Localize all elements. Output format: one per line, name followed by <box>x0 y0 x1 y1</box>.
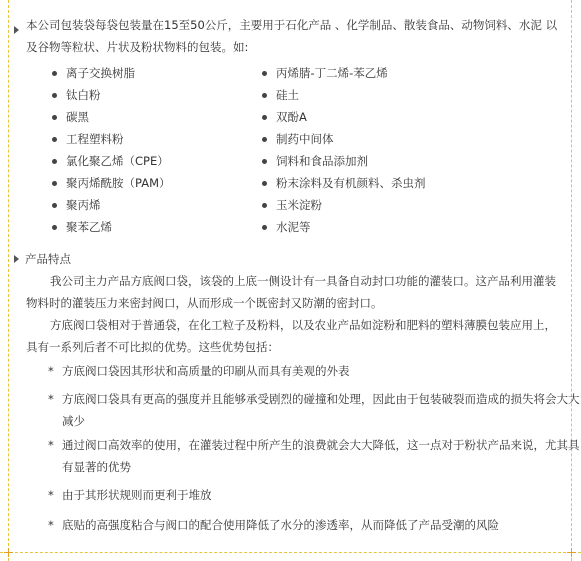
list-item: 丙烯腈-丁二烯-苯乙烯 <box>262 62 426 84</box>
feature-item: * 方底阀口袋具有更高的强度并且能够承受剧烈的碰撞和处理，因此由于包装破裂而造成的损失将会大大减少 <box>48 388 580 432</box>
list-item: 聚丙烯 <box>52 194 171 216</box>
bullet-icon <box>52 93 57 98</box>
list-item: 制药中间体 <box>262 128 426 150</box>
bullet-icon <box>52 225 57 230</box>
list-item: 氯化聚乙烯（CPE） <box>52 150 171 172</box>
bullet-icon <box>262 137 267 142</box>
feature-item: * 底贴的高强度粘合与阀口的配合使用降低了水分的渗透率，从而降低了产品受潮的风险 <box>48 514 580 536</box>
triangle-bullet-icon <box>14 255 19 263</box>
bullet-icon <box>262 115 267 120</box>
corner-mark-bottom-left <box>4 548 13 557</box>
list-item: 水泥等 <box>262 216 426 238</box>
bullet-icon <box>52 71 57 76</box>
bullet-icon <box>52 115 57 120</box>
features-heading: 产品特点 <box>14 248 71 270</box>
intro-arrow-line <box>14 19 25 41</box>
bullet-icon <box>52 159 57 164</box>
list-item: 工程塑料粉 <box>52 128 171 150</box>
asterisk-icon: * <box>48 518 54 532</box>
bullet-icon <box>52 181 57 186</box>
asterisk-icon: * <box>48 438 54 452</box>
feature-item: * 由于其形状规则而更利于堆放 <box>48 484 580 506</box>
list-item: 聚丙烯酰胺（PAM） <box>52 172 171 194</box>
features-paragraph-1: 我公司主力产品方底阀口袋，该袋的上底一侧设计有一具备自动封口功能的灌装口。这产品利用灌装物料时的灌装压力来密封阀口，从而形成一个既密封又防潮的密封口。 <box>26 274 556 310</box>
list-item: 饲料和食品添加剂 <box>262 150 426 172</box>
left-border-line <box>8 0 9 561</box>
bullet-icon <box>262 203 267 208</box>
asterisk-icon: * <box>48 488 54 502</box>
bullet-icon <box>262 159 267 164</box>
list-item: 碳黑 <box>52 106 171 128</box>
bullet-icon <box>52 137 57 142</box>
bottom-border-line <box>0 552 581 553</box>
triangle-bullet-icon <box>14 26 19 34</box>
list-item: 聚苯乙烯 <box>52 216 171 238</box>
bullet-icon <box>52 203 57 208</box>
list-item: 硅土 <box>262 84 426 106</box>
corner-mark-bottom-right <box>567 548 576 557</box>
product-list-right <box>262 62 426 238</box>
list-item: 粉末涂料及有机颜料、杀虫剂 <box>262 172 426 194</box>
list-item: 双酚A <box>262 106 426 128</box>
product-list-left <box>52 62 171 238</box>
list-item: 离子交换树脂 <box>52 62 171 84</box>
feature-item: * 方底阀口袋因其形状和高质量的印刷从而具有美观的外表 <box>48 360 580 382</box>
feature-item: * 通过阀口高效率的使用，在灌装过程中所产生的浪费就会大大降低，这一点对于粉状产品来说，尤其具有显著的优势 <box>48 434 580 478</box>
asterisk-icon: * <box>48 364 54 378</box>
intro-text: 本公司包装袋每袋包装量在15至50公斤，主要用于石化产品 、化学制品、散装食品、动物饲料、水泥 以及谷物等粒状、片状及粉状物料的包装。如: <box>26 18 558 54</box>
features-paragraph-2: 方底阀口袋相对于普通袋，在化工粒子及粉料，以及农业产品如淀粉和肥料的塑料薄膜包装应用上，具有一系列后者不可比拟的优势。这些优势包括： <box>26 318 556 354</box>
list-item: 玉米淀粉 <box>262 194 426 216</box>
list-item: 钛白粉 <box>52 84 171 106</box>
bullet-icon <box>262 93 267 98</box>
asterisk-icon: * <box>48 392 54 406</box>
bullet-icon <box>262 71 267 76</box>
bullet-icon <box>262 181 267 186</box>
bullet-icon <box>262 225 267 230</box>
